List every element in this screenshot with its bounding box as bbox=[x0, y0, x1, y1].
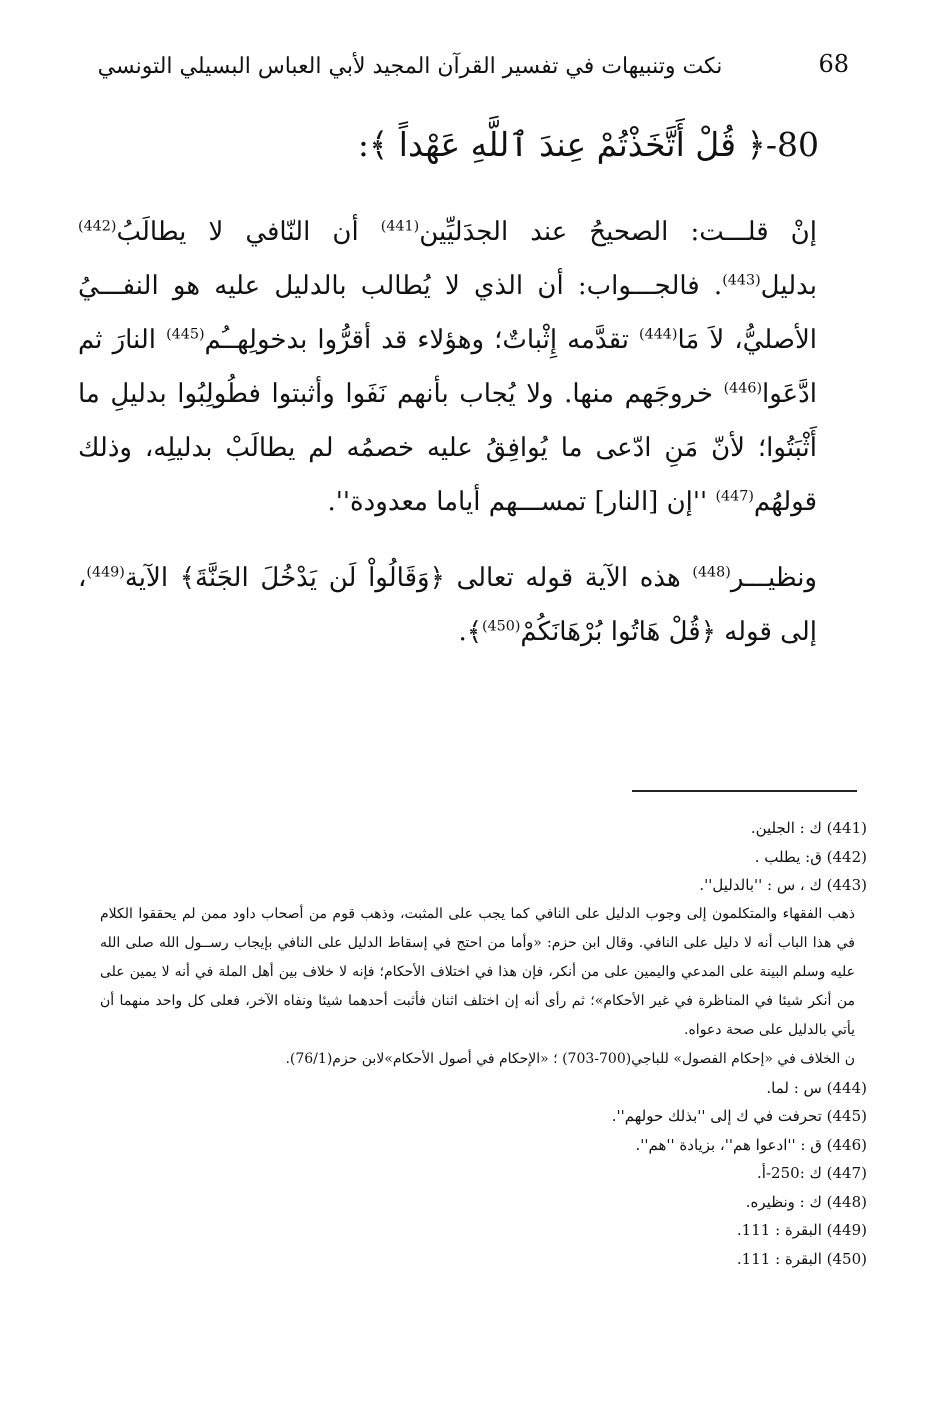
page-header bbox=[80, 44, 849, 104]
text-run: هذه الآية قوله تعالى ﴿وَقَالُواْ لَن يَدْخُلَ الجَنَّةَ﴾ الآية bbox=[124, 563, 693, 593]
footnote-449: (449) البقرة : 111. bbox=[736, 1221, 867, 1239]
footnote-450: (450) البقرة : 111. bbox=[736, 1249, 867, 1268]
footnote-442: (442) ق: يطلب . bbox=[754, 847, 867, 866]
footnote-445: (445) تحرفت في ك إلى ''بذلك حولهم''. bbox=[611, 1107, 867, 1125]
main-text bbox=[78, 205, 817, 681]
text-run: ، إلى قوله ﴿قُلْ هَاتُوا بُرْهَانَكُمْ bbox=[78, 563, 817, 647]
text-run: ﴾. bbox=[458, 617, 482, 647]
text-run: إنْ قلـــت: الصحيحُ عند الجدَليِّين bbox=[419, 217, 817, 247]
footnote-ref-449: (449) bbox=[86, 564, 125, 581]
page-number: 68 bbox=[818, 50, 849, 78]
footnote-ref-445: (445) bbox=[166, 326, 205, 343]
text-run: تقدَّمه إِثْباتٌ؛ وهؤلاء قد أقرُّوا بدخولِهــُم bbox=[204, 325, 640, 355]
text-run: أن النّافي لا يطالَبُ bbox=[116, 217, 381, 247]
footnote-443: (443) ك ، س : ''بالدليل''. bbox=[699, 876, 867, 894]
paragraph-1 bbox=[78, 205, 817, 529]
text-run: بدليل bbox=[760, 271, 817, 301]
footnote-ref-442: (442) bbox=[78, 218, 117, 235]
footnote-separator bbox=[632, 790, 857, 792]
paragraph-2 bbox=[78, 551, 817, 659]
footnote-ref-441: (441) bbox=[380, 218, 420, 235]
footnote-ref-444: (444) bbox=[639, 326, 678, 343]
footnote-446: (446) ق : ''ادعوا هم''، بزيادة ''هم''. bbox=[635, 1135, 867, 1154]
footnote-ref-447: (447) bbox=[715, 488, 754, 505]
text-run: النارَ ثم ادَّعَوا bbox=[78, 325, 817, 409]
footnote-447: (447) ك :250-أ. bbox=[757, 1164, 867, 1182]
text-run: خروجَهم منها. ولا يُجاب بأنهم نَفَوا وأثبتوا فطُولِبُوا بدليلِ ما أَثْبَتُوا؛ لأنّ مَنِ ادّعى ما يُوافِقُ عليه خصمُه لم يطالَبْ بدليلِه، وذلك قولهُم bbox=[78, 379, 817, 517]
footnote-441: (441) ك : الجلين. bbox=[750, 819, 867, 837]
footnote-ref-446: (446) bbox=[723, 380, 763, 397]
verse-heading: 80-﴿ قُلْ أَتَّخَذْتُمْ عِندَ ٱللَّهِ عَهْداً ﴾: bbox=[357, 125, 819, 164]
footnote-448: (448) ك : ونظيره. bbox=[745, 1192, 867, 1211]
footnotes bbox=[100, 814, 867, 1273]
footnote-444: (444) س : لما. bbox=[766, 1078, 867, 1097]
text-run: ونظيـــر bbox=[730, 563, 817, 593]
footnote-ref-443: (443) bbox=[722, 272, 761, 289]
footnote-ref-450: (450) bbox=[481, 618, 521, 635]
footnote-443-commentary: ذهب الفقهاء والمتكلمون إلى وجوب الدليل على النافي كما يجب على المثبت، وذهب قوم من أصحاب داود ممن لم يحققوا الكلام في هذا الباب أنه لا دليل على النافي. وقال ابن حزم: «وأما من احتج في إسقاط الدليل على النافي بإيجاب رســول الله صلى الله عليه وسلم البينة على المدعي واليمين على من أنكر، فإن هذا في اختلاف الأحكام؛ فإنه لا خلاف بين أهل الملة في أنه لا يمين على من أنكر شيئا في المناظرة في غير الأحكام»؛ ثم رأى أنه إن اختلف اثنان فأثبت أحدهما شيئا ونفاه الآخر، فعلى كل واحد منهما أن يأتي بالدليل على صحة دعواه. bbox=[100, 905, 855, 1038]
text-run: ''إن [النار] تمســـهم أياما معدودة''. bbox=[327, 487, 716, 517]
text-run: . فالجـــواب: أن الذي لا يُطالب بالدليل عليه هو النفـــيُ الأصليُّ، لاَ مَا bbox=[78, 271, 817, 355]
footnote-ref-448: (448) bbox=[692, 564, 731, 581]
running-title: نكت وتنبيهات في تفسير القرآن المجيد لأبي العباس البسيلي التونسي bbox=[97, 54, 723, 79]
footnote-443-sources: ن الخلاف في «إحكام الفصول» للباجي(700-703) ؛ «الإحكام في أصول الأحكام»لابن حزم(76/1). bbox=[285, 1050, 855, 1067]
